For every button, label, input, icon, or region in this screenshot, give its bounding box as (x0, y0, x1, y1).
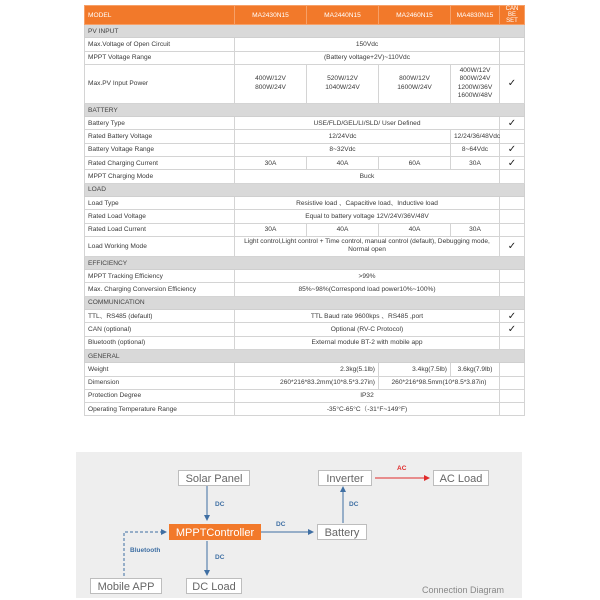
row-label: Rated Charging Current (85, 157, 235, 170)
table-row (85, 51, 525, 64)
can-set-cell (500, 389, 525, 402)
can-set-cell (500, 270, 525, 283)
edge-app-to-mppt (124, 532, 166, 576)
row-label: Load Working Mode (85, 236, 235, 256)
row-value: 12/24/36/48Vdc (451, 130, 500, 143)
max-pv-col4 (451, 64, 500, 103)
can-set-cell (500, 170, 525, 183)
row-value: 3.6kg(7.9lb) (451, 363, 500, 376)
row-value: 30A (235, 157, 307, 170)
table-row (85, 376, 525, 389)
row-value: 40A (379, 223, 451, 236)
check-icon: ✓ (500, 310, 525, 323)
header-model-1: MA2430N15 (235, 6, 307, 25)
row-value: Buck (235, 170, 500, 183)
table-row (85, 363, 525, 376)
check-icon: ✓ (500, 143, 525, 156)
value-line: 800W/12V (399, 75, 430, 83)
row-label: TTL、RS485 (default) (85, 310, 235, 323)
section-pv-input (85, 25, 525, 38)
row-value: 2.3kg(5.1lb) (235, 363, 379, 376)
label-dc-solar: DC (215, 501, 225, 508)
value-line: 800W/24V (255, 83, 286, 91)
value-line: 400W/12V (255, 75, 286, 83)
row-label: Rated Load Voltage (85, 210, 235, 223)
diagram-caption: Connection Diagram (422, 585, 505, 595)
value-line: 1040W/24V (325, 83, 360, 91)
can-set-cell (500, 376, 525, 389)
row-value: 8~32Vdc (235, 143, 451, 156)
canset-line1: CAN BE (505, 6, 519, 18)
value-line: 1600W/24V (397, 83, 432, 91)
row-label: Battery Voltage Range (85, 143, 235, 156)
value-line: 1600W/48V (457, 92, 493, 100)
table-header-row (85, 6, 525, 25)
can-set-cell (500, 363, 525, 376)
can-set-cell (500, 210, 525, 223)
connection-diagram (76, 452, 522, 598)
can-set-cell (500, 130, 525, 143)
value-line: 520W/12V (327, 75, 358, 83)
row-value: Optional (RV-C Protocol) (235, 323, 500, 336)
row-label: Bluetooth (optional) (85, 336, 235, 349)
table-row (85, 38, 525, 51)
check-icon: ✓ (500, 323, 525, 336)
value-line: Normal open (348, 246, 386, 254)
can-set-cell (500, 38, 525, 51)
row-value: 40A (307, 223, 379, 236)
node-solar-panel: Solar Panel (178, 470, 250, 486)
working-mode-value (235, 236, 500, 256)
row-label: Operating Temperature Range (85, 403, 235, 416)
row-value: Equal to battery voltage 12V/24V/36V/48V (235, 210, 500, 223)
can-set-cell (500, 403, 525, 416)
node-ac-load: AC Load (433, 470, 489, 486)
section-battery (85, 103, 525, 116)
row-value: 30A (451, 157, 500, 170)
header-model-4: MA4830N15 (451, 6, 500, 25)
value-line: 800W/24V (459, 75, 491, 83)
row-value: 60A (379, 157, 451, 170)
check-icon: ✓ (500, 157, 525, 170)
section-general (85, 349, 525, 362)
can-set-cell (500, 196, 525, 209)
table-row (85, 170, 525, 183)
can-set-cell (500, 51, 525, 64)
table-row (85, 196, 525, 209)
table-row (85, 389, 525, 402)
check-icon: ✓ (500, 117, 525, 130)
row-label: Dimension (85, 376, 235, 389)
header-model-2: MA2440N15 (307, 6, 379, 25)
row-value: 150Vdc (235, 38, 500, 51)
can-set-cell (500, 283, 525, 296)
row-value: 3.4kg(7.5lb) (379, 363, 451, 376)
table-row (85, 143, 525, 156)
table-row (85, 210, 525, 223)
section-title: COMMUNICATION (85, 296, 525, 309)
row-value: -35°C-65°C（-31°F~149°F) (235, 403, 500, 416)
row-value: 40A (307, 157, 379, 170)
table-row (85, 283, 525, 296)
row-label: CAN (optional) (85, 323, 235, 336)
check-icon: ✓ (500, 236, 525, 256)
table-row (85, 157, 525, 170)
table-row (85, 336, 525, 349)
row-label: MPPT Voltage Range (85, 51, 235, 64)
section-title: EFFICIENCY (85, 256, 525, 269)
spec-table-body (84, 5, 525, 416)
max-pv-col3 (379, 64, 451, 103)
node-dc-load: DC Load (186, 578, 242, 594)
table-row (85, 130, 525, 143)
section-title: GENERAL (85, 349, 525, 362)
table-row (85, 403, 525, 416)
section-title: PV INPUT (85, 25, 525, 38)
row-label: MPPT Charging Mode (85, 170, 235, 183)
table-row (85, 223, 525, 236)
value-line: 400W/12V (459, 66, 491, 74)
node-inverter: Inverter (318, 470, 372, 486)
label-dc-battery: DC (276, 521, 286, 528)
row-value: >99% (235, 270, 500, 283)
row-value: External module BT-2 with mobile app (235, 336, 500, 349)
section-communication (85, 296, 525, 309)
row-label: Weight (85, 363, 235, 376)
row-label: Battery Type (85, 117, 235, 130)
row-value: 260*216*83.2mm(10*8.5*3.27in) (235, 376, 379, 389)
section-title: LOAD (85, 183, 525, 196)
table-row (85, 323, 525, 336)
row-value: 30A (235, 223, 307, 236)
row-value: (Battery voltage+2V)~110Vdc (235, 51, 500, 64)
row-value: USE/FLD/GEL/LI/SLD/ User Defined (235, 117, 500, 130)
label-dc-inverter: DC (349, 501, 359, 508)
canset-line2: SET (506, 18, 518, 24)
row-label: Rated Battery Voltage (85, 130, 235, 143)
node-mppt-controller: MPPTController (169, 524, 261, 540)
row-label: Rated Load Current (85, 223, 235, 236)
value-line: Light control,Light control + Time control, manual control (default), Debugging mode, (244, 237, 490, 245)
can-set-cell (500, 336, 525, 349)
header-model: MODEL (85, 6, 235, 25)
row-label: Load Type (85, 196, 235, 209)
row-value: 30A (451, 223, 500, 236)
table-row (85, 117, 525, 130)
row-value: 260*216*98.5mm(10*8.5*3.87in) (379, 376, 500, 389)
table-row (85, 310, 525, 323)
row-label: Max.Voltage of Open Circuit (85, 38, 235, 51)
table-row (85, 270, 525, 283)
node-mobile-app: Mobile APP (90, 578, 162, 594)
row-value: Resistive load 、Capacitive load、Inductive load (235, 196, 500, 209)
label-dc-load: DC (215, 554, 225, 561)
check-icon: ✓ (500, 64, 525, 103)
can-set-cell (500, 223, 525, 236)
row-label: Max. Charging Conversion Efficiency (85, 283, 235, 296)
label-ac: AC (397, 465, 407, 472)
row-value: 12/24Vdc (235, 130, 451, 143)
header-model-3: MA2460N15 (379, 6, 451, 25)
section-title: BATTERY (85, 103, 525, 116)
max-pv-col1 (235, 64, 307, 103)
row-value: 85%~98%(Correspond load power10%~100%) (235, 283, 500, 296)
row-label: Max.PV Input Power (85, 64, 235, 103)
row-value: TTL Baud rate 9600kps 、RS485 ,port (235, 310, 500, 323)
label-bluetooth: Bluetooth (130, 547, 161, 554)
section-load (85, 183, 525, 196)
value-line: 1200W/36V (457, 83, 493, 91)
section-efficiency (85, 256, 525, 269)
max-pv-col2 (307, 64, 379, 103)
row-label: Protection Degree (85, 389, 235, 402)
node-battery: Battery (317, 524, 367, 540)
table-row (85, 236, 525, 256)
row-value: IP32 (235, 389, 500, 402)
header-can-be-set (500, 6, 525, 25)
row-label: MPPT Tracking Efficiency (85, 270, 235, 283)
table-row (85, 64, 525, 103)
row-value: 8~64Vdc (451, 143, 500, 156)
